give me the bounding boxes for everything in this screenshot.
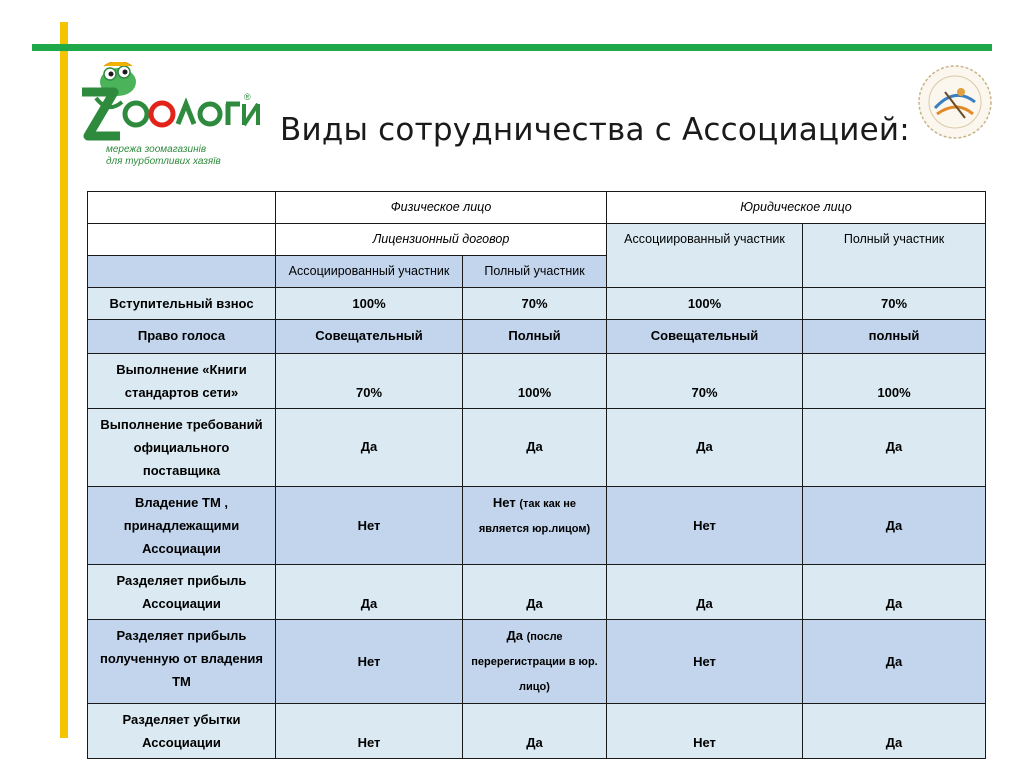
accent-bar-vertical	[60, 22, 68, 738]
table-row	[88, 620, 986, 704]
header-legal-associated: Ассоциированный участник	[607, 224, 803, 288]
cooperation-table	[87, 191, 986, 759]
table-cell: 70%	[463, 288, 607, 320]
table-cell: Да	[276, 565, 463, 620]
association-seal-icon	[915, 62, 995, 142]
table-row	[88, 704, 986, 759]
registered-mark: ®	[244, 92, 251, 102]
table-cell: Нет	[607, 487, 803, 565]
row-label: Вступительный взнос	[88, 288, 276, 320]
header-legal-full: Полный участник	[803, 224, 986, 288]
table-row	[88, 354, 986, 409]
cell-note: (так как не является юр.лицом)	[478, 498, 591, 535]
table-cell: 70%	[276, 354, 463, 409]
cell-main-value: Нет	[492, 495, 516, 510]
table-cell: Да	[463, 565, 607, 620]
table-row	[88, 320, 986, 354]
frog-logo-icon	[78, 62, 268, 146]
table-cell	[463, 487, 607, 565]
table-corner-cell	[88, 256, 276, 288]
table-cell: Да	[803, 487, 986, 565]
table-cell: Да	[803, 620, 986, 704]
page-title: Виды сотрудничества с Ассоциацией:	[280, 112, 910, 148]
table-cell: 100%	[607, 288, 803, 320]
header-individual-full: Полный участник	[463, 256, 607, 288]
table-row	[88, 565, 986, 620]
header-license: Лицензионный договор	[276, 224, 607, 256]
table-cell: 100%	[803, 354, 986, 409]
row-label: Выполнение требований официального поставщика	[88, 409, 276, 487]
table-header-row	[88, 224, 986, 256]
table-cell: Нет	[276, 704, 463, 759]
table-cell: полный	[803, 320, 986, 354]
row-label: Выполнение «Книги стандартов сети»	[88, 354, 276, 409]
table-cell: Да	[607, 409, 803, 487]
brand-tagline: мережа зоомагазинів для турботливих хазяїв	[106, 144, 221, 167]
row-label: Разделяет прибыль Ассоциации	[88, 565, 276, 620]
cell-main-value: Да	[506, 628, 523, 643]
table-cell: 100%	[463, 354, 607, 409]
table-cell: 70%	[803, 288, 986, 320]
header-individual: Физическое лицо	[276, 192, 607, 224]
brand-logo	[78, 62, 268, 166]
table-cell: Да	[803, 409, 986, 487]
table-cell: 70%	[607, 354, 803, 409]
row-label: Право голоса	[88, 320, 276, 354]
table-corner-cell	[88, 224, 276, 256]
row-label: Владение ТМ , принадлежащими Ассоциации	[88, 487, 276, 565]
table-cell: Да	[463, 704, 607, 759]
table-cell: Нет	[276, 620, 463, 704]
table-cell: Нет	[607, 620, 803, 704]
table-header-row	[88, 192, 986, 224]
table-cell: Да	[803, 565, 986, 620]
table-row	[88, 487, 986, 565]
row-label: Разделяет прибыль полученную от владения ТМ	[88, 620, 276, 704]
row-label: Разделяет убытки Ассоциации	[88, 704, 276, 759]
table-cell: Да	[607, 565, 803, 620]
header-individual-associated: Ассоциированный участник	[276, 256, 463, 288]
header-legal: Юридическое лицо	[607, 192, 986, 224]
table-cell: Да	[803, 704, 986, 759]
table-corner-cell	[88, 192, 276, 224]
table-cell: Совещательный	[607, 320, 803, 354]
table-cell: 100%	[276, 288, 463, 320]
table-cell	[463, 620, 607, 704]
table-cell: Полный	[463, 320, 607, 354]
table-row	[88, 288, 986, 320]
table-cell: Да	[463, 409, 607, 487]
accent-bar-horizontal	[32, 44, 992, 51]
table-cell: Нет	[607, 704, 803, 759]
table-cell: Нет	[276, 487, 463, 565]
table-row	[88, 409, 986, 487]
table-cell: Да	[276, 409, 463, 487]
table-cell: Совещательный	[276, 320, 463, 354]
cell-note: (после перерегистрации в юр. лицо)	[471, 631, 598, 693]
